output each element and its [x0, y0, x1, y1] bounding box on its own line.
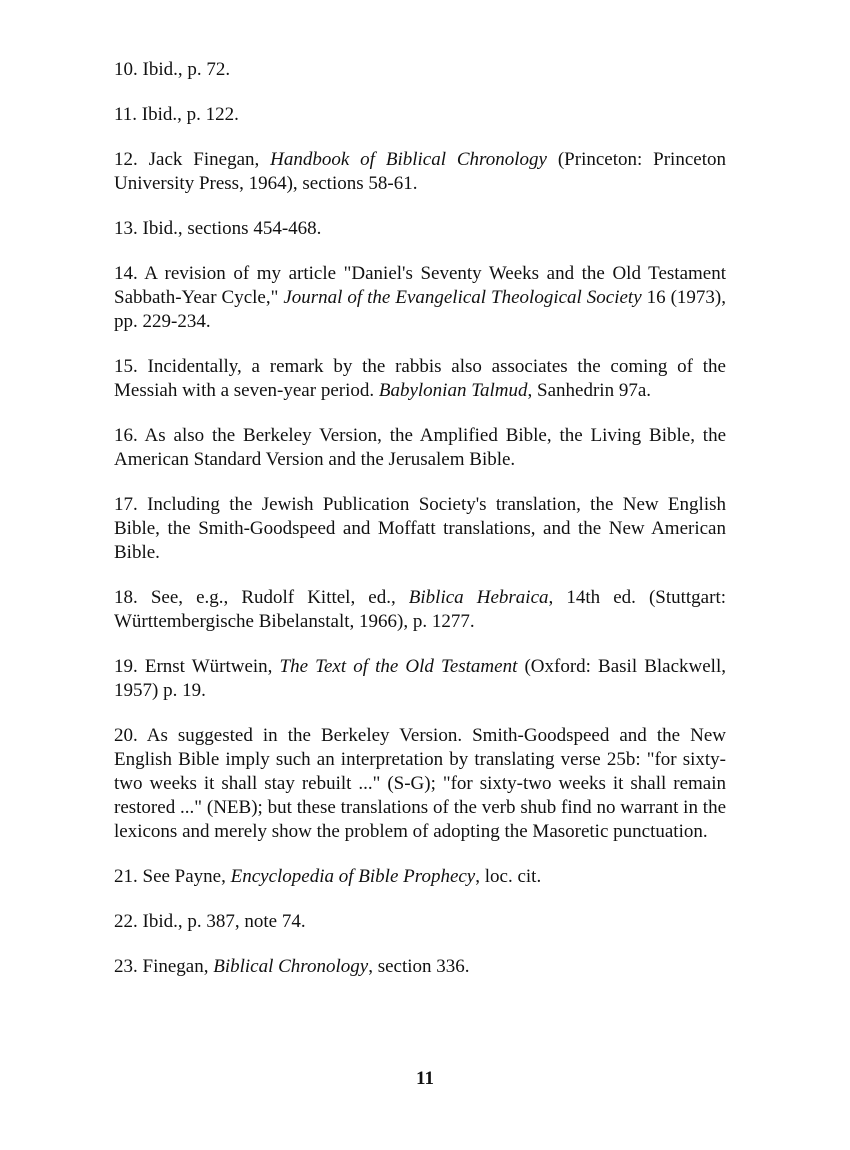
footnote-10 — [114, 58, 726, 82]
note-text: , 14th ed. (Stuttgart: Württembergische Bibelanstalt, 1966), p. 1277. — [114, 587, 726, 632]
note-text: , section 336. — [368, 956, 470, 977]
footnote-15 — [114, 355, 726, 403]
note-title-italic: Biblical Chronology — [213, 956, 369, 977]
note-text: (Oxford: Basil Blackwell, 1957) p. 19. — [114, 656, 726, 701]
footnote-16 — [114, 424, 726, 472]
footnote-14 — [114, 262, 726, 334]
note-title-italic: Biblica Hebraica — [408, 587, 549, 608]
note-text: 15. Incidentally, a remark by the rabbis also associates the coming of the Messiah with a seven-year period. — [114, 356, 726, 401]
footnote-20 — [114, 724, 726, 844]
footnote-11 — [114, 103, 726, 127]
footnote-22 — [114, 910, 726, 934]
note-title-italic: The Text of the Old Testament — [279, 656, 518, 677]
footnote-17 — [114, 493, 726, 565]
note-text: 11. Ibid., p. 122. — [114, 104, 239, 125]
note-text: , loc. cit. — [475, 866, 542, 887]
note-text: 10. Ibid., p. 72. — [114, 59, 231, 80]
note-title-italic: Encyclopedia of Bible Prophecy — [230, 866, 476, 887]
note-title-italic: Babylonian Talmud — [378, 380, 528, 401]
footnote-12 — [114, 148, 726, 196]
note-text: , Sanhedrin 97a. — [527, 380, 652, 401]
note-text: 22. Ibid., p. 387, note 74. — [114, 911, 306, 932]
note-text: 21. See Payne, — [114, 866, 231, 887]
note-title-italic: Handbook of Biblical Chronology — [270, 149, 547, 170]
footnote-19 — [114, 655, 726, 703]
note-text: 18. See, e.g., Rudolf Kittel, ed., — [114, 587, 409, 608]
page-number: 11 — [416, 1068, 434, 1089]
footnote-18 — [114, 586, 726, 634]
note-text: 20. As suggested in the Berkeley Version. Smith-Goodspeed and the New English Bible imply such an interpretation by translating verse 25b: "for sixty-two weeks it shall stay rebuilt ..." (S-G); "for sixty-two weeks it shall remain restored ..." (NEB); but these translations of the verb shub find no warrant in the lexicons and merely show the problem of adopting the Masoretic punctuation. — [114, 725, 726, 842]
note-text: 13. Ibid., sections 454-468. — [114, 218, 322, 239]
note-text: (Princeton: Princeton University Press, 1964), sections 58-61. — [114, 149, 726, 194]
footnote-13 — [114, 217, 726, 241]
note-text: 23. Finegan, — [114, 956, 214, 977]
note-text: 16 (1973), pp. 229-234. — [114, 287, 727, 332]
note-text: 17. Including the Jewish Publication Society's translation, the New English Bible, the Smith-Goodspeed and Moffatt translations, and the New American Bible. — [114, 494, 726, 563]
note-text: 12. Jack Finegan, — [114, 149, 271, 170]
note-text: 14. A revision of my article "Daniel's Seventy Weeks and the Old Testament Sabbath-Year Cycle," — [114, 263, 726, 308]
note-title-italic: Journal of the Evangelical Theological Society — [283, 287, 642, 308]
note-text: 19. Ernst Würtwein, — [114, 656, 280, 677]
footnote-21 — [114, 865, 726, 889]
footnotes-list — [114, 58, 726, 1000]
note-text: 16. As also the Berkeley Version, the Amplified Bible, the Living Bible, the American Standard Version and the Jerusalem Bible. — [114, 425, 726, 470]
footnote-23 — [114, 955, 726, 979]
